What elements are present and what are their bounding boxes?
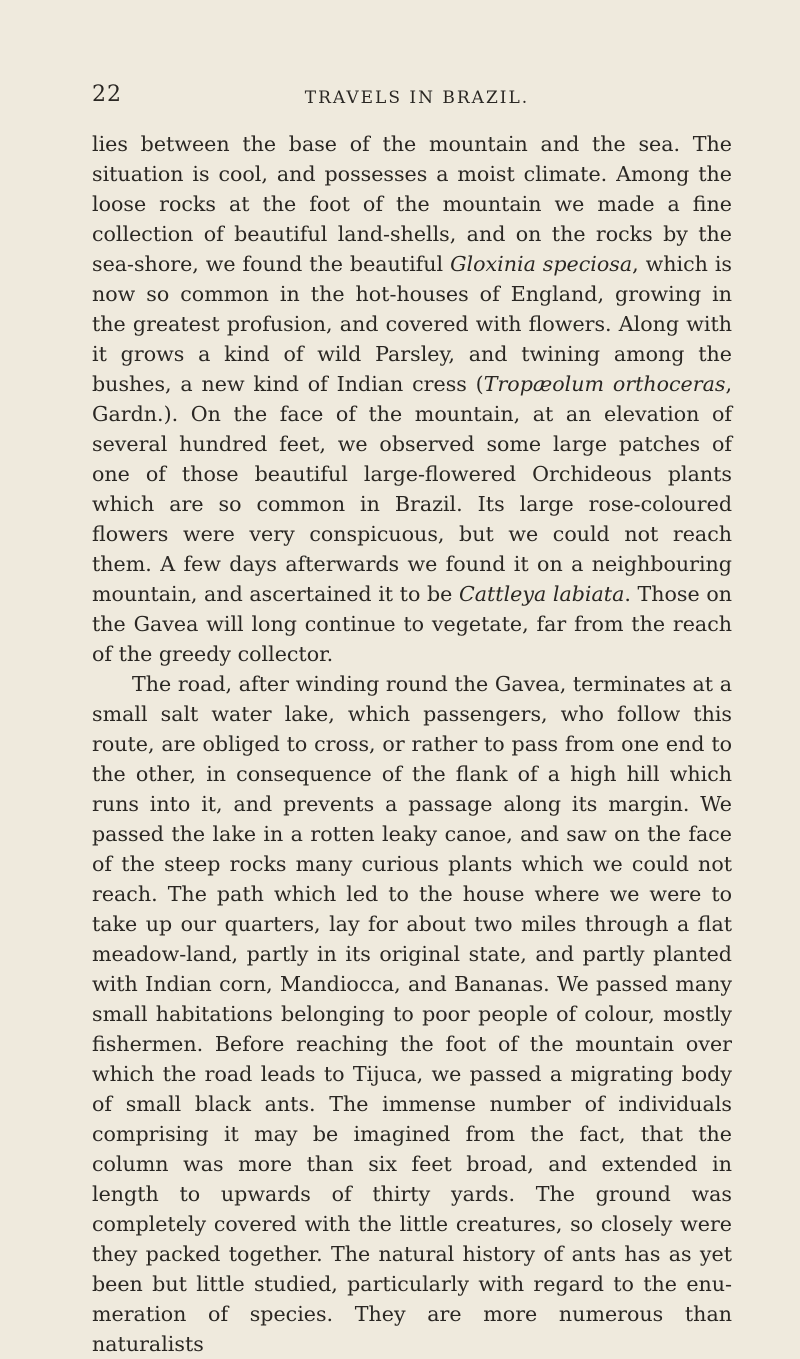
paragraph-1-segment-5: , Gardn.). On the face of the mountain, at an elevation of several hundred feet, we observed some large patches of one of those beautiful large-flowered Orchideous plants which are so common in Brazil. Its large rose-coloured flowers were very conspicuous, but we could not reach them. A few days afterwards we found it on a neighbouring mountain, and ascertained it to be [92,372,732,606]
paragraph-2-segment-1: The road, after winding round the Gavea, terminates at a small salt water lake, which passengers, who follow this route, are obliged to cross, or rather to pass from one end to the other, in consequence of the flank of a high hill which runs into it, and prevents a passage along its margin. We passed the lake in a rotten leaky canoe, and saw on the face of the steep rocks many curious plants which we could not reach. The path which led to the house where we were to take up our quarters, lay for about two miles through a flat meadow-land, partly in its original state, and partly planted with Indian corn, Mandiocca, and Bananas. We passed many small habitations belonging to poor people of colour, mostly fishermen. Before reaching the foot of the mountain over which the road leads to Tijuca, we passed a migrating body of small black ants. The immense number of individuals comprising it may be imagined from the fact, that the column was more than six feet broad, and extended in length to upwards of thirty yards. The ground was completely covered with the little creatures, so closely were they packed together. The natural history of ants has as yet been but little studied, particularly with regard to the enumeration of species. They are more numerous than naturalists [92,672,732,1356]
page-number: 22 [92,82,122,107]
running-title: TRAVELS IN BRAZIL. [304,88,530,108]
body-text [92,129,732,1359]
running-head [92,0,732,108]
paragraph-1 [92,129,732,669]
paragraph-1-species-gloxinia: Gloxinia speciosa [450,252,633,276]
paragraph-1-segment-3: , which is now so common in the hot-houses of England, growing in the greatest profusion, and covered with flowers. Along with it grows a kind of wild Parsley, and twining among the bushes, a new kind of Indian cress ( [92,252,732,396]
paragraph-1-species-tropaeolum: Tropæolum orthoceras [483,372,726,396]
paragraph-1-segment-1: lies between the base of the mountain and the sea. The situation is cool, and possesses a moist climate. Among the loose rocks at the foot of the mountain we made a fine collection of beautiful land-shells, and on the rocks by the sea-shore, we found the beautiful [92,132,732,276]
paragraph-1-species-cattleya: Cattleya labiata [458,582,625,606]
paragraph-2 [92,669,732,1359]
paragraph-1-segment-7: . Those on the Gavea will long continue to vegetate, far from the reach of the greedy collector. [92,582,732,666]
